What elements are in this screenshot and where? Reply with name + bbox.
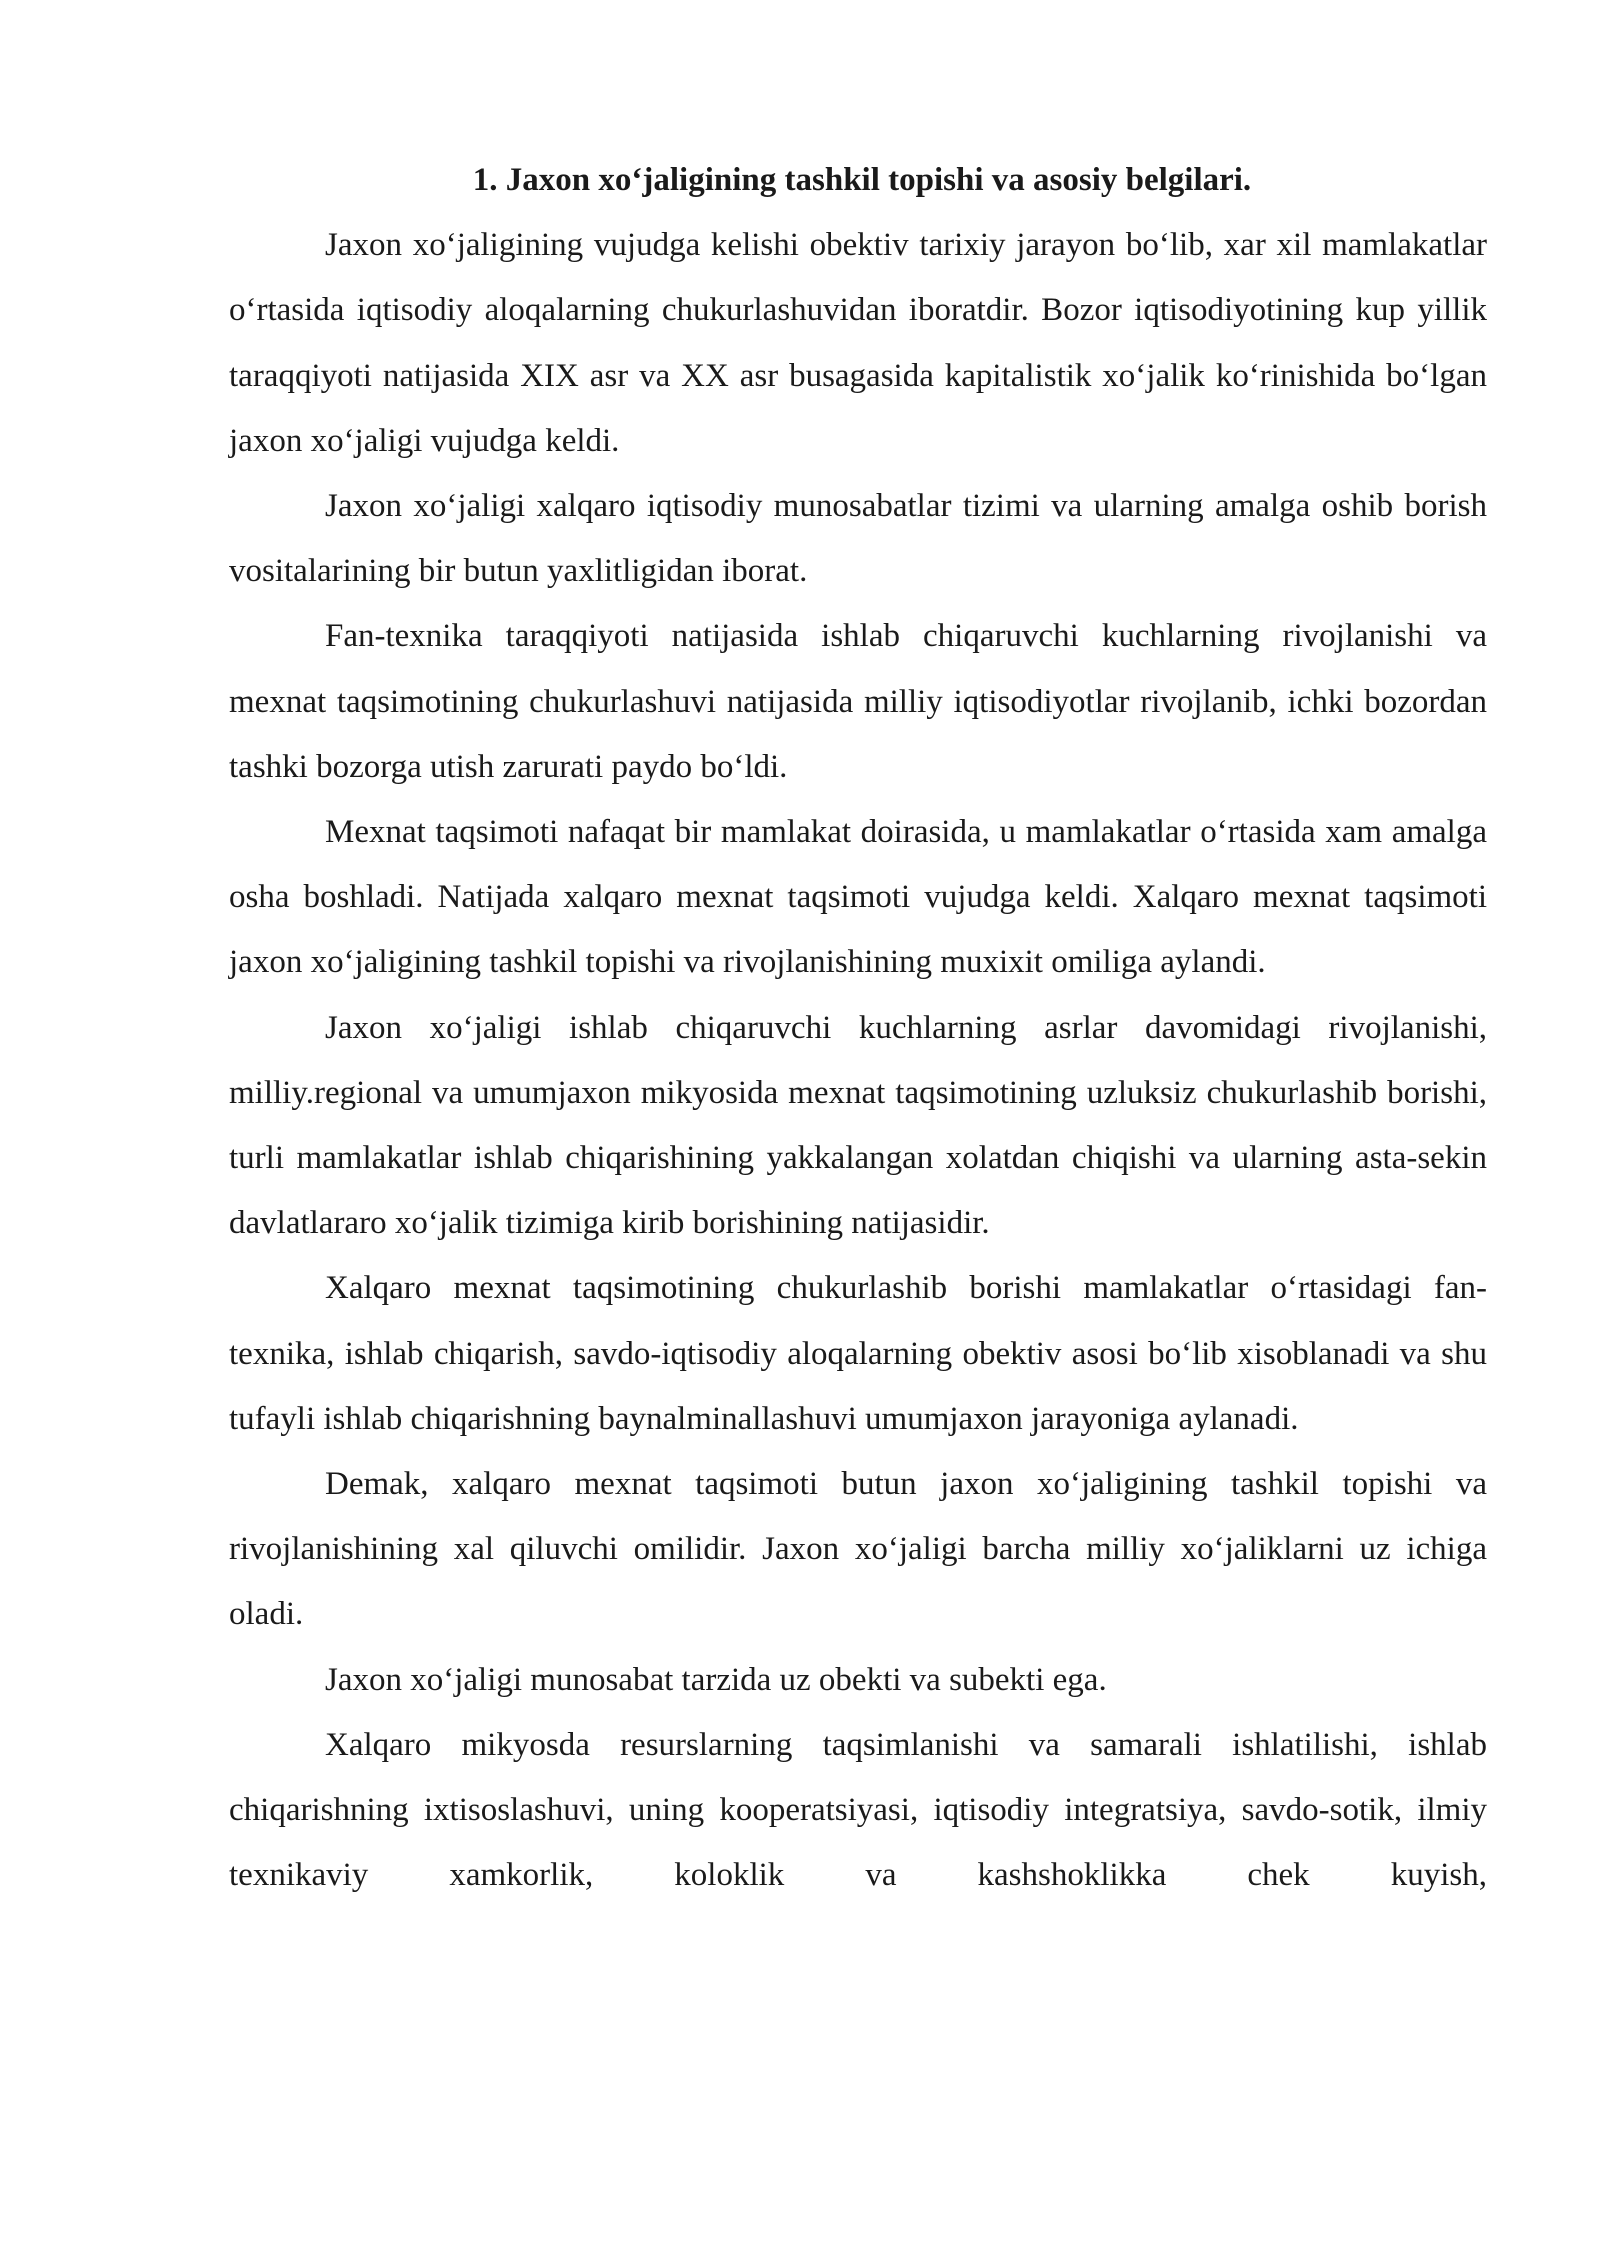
paragraph: Mexnat taqsimoti nafaqat bir mamlakat doirasida, u mamlakatlar o‘rtasida xam amalga osha boshladi. Natijada xalqaro mexnat taqsimoti vujudga keldi. Xalqaro mexnat taqsimoti jaxon xo‘jaligining tashkil topishi va rivojlanishining muxixit omiliga aylandi. <box>229 814 1487 981</box>
paragraph: Jaxon xo‘jaligi munosabat tarzida uz obekti va subekti ega. <box>325 1661 1107 1698</box>
paragraph: Jaxon xo‘jaligining vujudga kelishi obektiv tarixiy jarayon bo‘lib, xar xil mamlakatlar o‘rtasida iqtisodiy aloqalarning chukurlashuvidan iboratdir. Bozor iqtisodiyotining kup yillik taraqqiyoti natijasida XIX asr va XX asr busagasida kapitalistik xo‘jalik ko‘rinishida bo‘lgan jaxon xo‘jaligi vujudga keldi. <box>229 227 1487 459</box>
paragraph: Xalqaro mexnat taqsimotining chukurlashib borishi mamlakatlar o‘rtasidagi fan-texnika, ishlab chiqarish, savdo-iqtisodiy aloqalarning obektiv asosi bo‘lib xisoblanadi va shu tufayli ishlab chiqarishning baynalminallashuvi umumjaxon jarayoniga aylanadi. <box>229 1270 1487 1437</box>
paragraph: Jaxon xo‘jaligi ishlab chiqaruvchi kuchlarning asrlar davomidagi rivojlanishi, milliy.regional va umumjaxon mikyosida mexnat taqsimotining uzluksiz chukurlashib borishi, turli mamlakatlar ishlab chiqarishining yakkalangan xolatdan chiqishi va ularning asta-sekin davlatlararo xo‘jalik tizimiga kirib borishining natijasidir. <box>229 1009 1487 1242</box>
section-title: 1. Jaxon xo‘jaligining tashkil topishi va asosiy belgilari. <box>472 162 1252 198</box>
document-body <box>229 148 1487 1908</box>
paragraph: Demak, xalqaro mexnat taqsimoti butun jaxon xo‘jaligining tashkil topishi va rivojlanishining xal qiluvchi omilidir. Jaxon xo‘jaligi barcha milliy xo‘jaliklarni uz ichiga oladi. <box>229 1466 1487 1633</box>
paragraph: Jaxon xo‘jaligi xalqaro iqtisodiy munosabatlar tizimi va ularning amalga oshib borish vositalarining bir butun yaxlitligidan iborat. <box>229 488 1487 590</box>
paragraph: Xalqaro mikyosda resurslarning taqsimlanishi va samarali ishlatilishi, ishlab chiqarishning ixtisoslashuvi, uning kooperatsiyasi, iqtisodiy integratsiya, savdo-sotik, ilmiy texnikaviy xamkorlik, koloklik va kashshoklikka chek kuyish, <box>229 1726 1487 1894</box>
paragraph: Fan-texnika taraqqiyoti natijasida ishlab chiqaruvchi kuchlarning rivojlanishi va mexnat taqsimotining chukurlashuvi natijasida milliy iqtisodiyotlar rivojlanib, ichki bozordan tashki bozorga utish zarurati paydo bo‘ldi. <box>229 618 1487 785</box>
